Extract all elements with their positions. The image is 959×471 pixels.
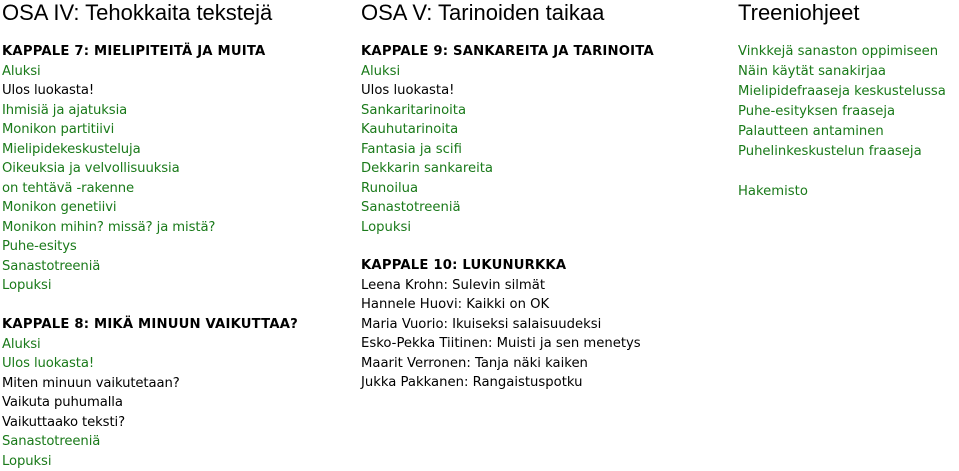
k8-vaikuttaako-teksti: Vaikuttaako teksti? xyxy=(2,413,352,433)
k10-huovi: Hannele Huovi: Kaikki on OK xyxy=(361,295,731,315)
hakemisto-link[interactable]: Hakemisto xyxy=(738,182,959,202)
osa-iv-title: OSA IV: Tehokkaita tekstejä xyxy=(2,0,352,26)
k9-ulos-luokasta: Ulos luokasta! xyxy=(361,81,731,101)
column-osa-iv xyxy=(2,0,352,471)
k10-vuorio: Maria Vuorio: Ikuiseksi salaisuudeksi xyxy=(361,315,731,335)
k7-link-monikon-genetiivi[interactable]: Monikon genetiivi xyxy=(2,198,352,218)
k8-link-ulos-luokasta[interactable]: Ulos luokasta! xyxy=(2,354,352,374)
k9-link-dekkarin-sankareita[interactable]: Dekkarin sankareita xyxy=(361,159,731,179)
k7-link-sanastotreenia[interactable]: Sanastotreeniä xyxy=(2,257,352,277)
k8-miten-minuun-vaikutetaan: Miten minuun vaikutetaan? xyxy=(2,374,352,394)
k7-link-aluksi[interactable]: Aluksi xyxy=(2,62,352,82)
k7-link-mielipidekeskusteluja[interactable]: Mielipidekeskusteluja xyxy=(2,140,352,160)
kappale-7-title: KAPPALE 7: MIELIPITEITÄ JA MUITA xyxy=(2,42,352,62)
k10-pakkanen: Jukka Pakkanen: Rangaistuspotku xyxy=(361,373,731,393)
k7-link-monikon-mihin-missa-mista[interactable]: Monikon mihin? missä? ja mistä? xyxy=(2,218,352,238)
k9-link-runoilua[interactable]: Runoilua xyxy=(361,179,731,199)
k9-link-sankaritarinoita[interactable]: Sankaritarinoita xyxy=(361,101,731,121)
k9-link-fantasia-ja-scifi[interactable]: Fantasia ja scifi xyxy=(361,140,731,160)
treeni-link-puhelinkeskustelu[interactable]: Puhelinkeskustelun fraaseja xyxy=(738,142,959,162)
k7-link-monikon-partitiivi[interactable]: Monikon partitiivi xyxy=(2,120,352,140)
k9-link-kauhutarinoita[interactable]: Kauhutarinoita xyxy=(361,120,731,140)
k10-krohn: Leena Krohn: Sulevin silmät xyxy=(361,276,731,296)
k10-tiitinen: Esko-Pekka Tiitinen: Muisti ja sen menetys xyxy=(361,334,731,354)
column-treeniohjeet xyxy=(738,0,959,202)
column-osa-v xyxy=(361,0,731,393)
treeni-link-palautteen-antaminen[interactable]: Palautteen antaminen xyxy=(738,122,959,142)
k9-link-lopuksi[interactable]: Lopuksi xyxy=(361,218,731,238)
treeni-link-sanaston-oppimiseen[interactable]: Vinkkejä sanaston oppimiseen xyxy=(738,42,959,62)
kappale-8-title: KAPPALE 8: MIKÄ MINUUN VAIKUTTAA? xyxy=(2,315,352,335)
k7-link-on-tehtava-rakenne[interactable]: on tehtävä -rakenne xyxy=(2,179,352,199)
treeni-link-sanakirja[interactable]: Näin käytät sanakirjaa xyxy=(738,62,959,82)
osa-v-title: OSA V: Tarinoiden taikaa xyxy=(361,0,731,26)
k7-link-oikeuksia-ja-velvollisuuksia[interactable]: Oikeuksia ja velvollisuuksia xyxy=(2,159,352,179)
treeni-link-mielipidefraaseja[interactable]: Mielipidefraaseja keskustelussa xyxy=(738,82,959,102)
kappale-9-title: KAPPALE 9: SANKAREITA JA TARINOITA xyxy=(361,42,731,62)
k8-link-sanastotreenia[interactable]: Sanastotreeniä xyxy=(2,432,352,452)
k7-link-puhe-esitys[interactable]: Puhe-esitys xyxy=(2,237,352,257)
k8-link-lopuksi[interactable]: Lopuksi xyxy=(2,452,352,471)
k10-verronen: Maarit Verronen: Tanja näki kaiken xyxy=(361,354,731,374)
k7-link-lopuksi[interactable]: Lopuksi xyxy=(2,276,352,296)
k8-link-aluksi[interactable]: Aluksi xyxy=(2,335,352,355)
k7-link-ihmisia-ja-ajatuksia[interactable]: Ihmisiä ja ajatuksia xyxy=(2,101,352,121)
k9-link-sanastotreenia[interactable]: Sanastotreeniä xyxy=(361,198,731,218)
treeni-link-puhe-esityksen-fraaseja[interactable]: Puhe-esityksen fraaseja xyxy=(738,102,959,122)
k8-vaikuta-puhumalla: Vaikuta puhumalla xyxy=(2,393,352,413)
treeniohjeet-title: Treeniohjeet xyxy=(738,0,959,26)
kappale-10-title: KAPPALE 10: LUKUNURKKA xyxy=(361,256,731,276)
k7-ulos-luokasta: Ulos luokasta! xyxy=(2,81,352,101)
k9-link-aluksi[interactable]: Aluksi xyxy=(361,62,731,82)
